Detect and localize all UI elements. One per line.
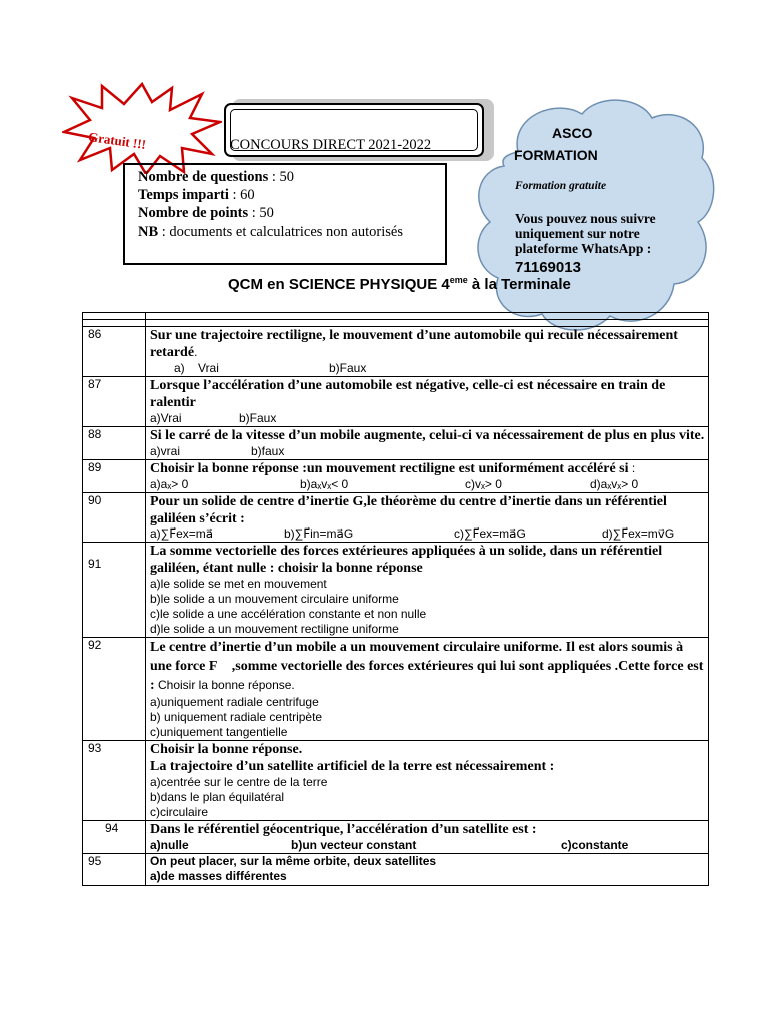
- info-points: Nombre de points : 50: [138, 205, 274, 221]
- question-text: Pour un solide de centre d’inertie G,le théorème du centre d’inertie dans un référentiel galiléen s’écrit :: [150, 494, 667, 526]
- table-row: [83, 427, 709, 460]
- question-number: 93: [83, 741, 146, 821]
- option: c)uniquement tangentielle: [150, 725, 288, 739]
- option: b) uniquement radiale centripète: [150, 710, 323, 724]
- option: b)le solide a un mouvement circulaire uniforme: [150, 592, 399, 606]
- question-cell: [146, 543, 709, 638]
- question-text: Si le carré de la vitesse d’un mobile augmente, celui-ci va nécessairement de plus en plus vite.: [150, 428, 705, 443]
- option: b)∑F⃗in=ma⃗G: [284, 527, 354, 541]
- cloud-org-line1: ASCO: [552, 125, 593, 141]
- option: b)Faux: [329, 361, 367, 375]
- option: d)le solide a un mouvement rectiligne uniforme: [150, 622, 399, 636]
- option: a)uniquement radiale centrifuge: [150, 695, 319, 709]
- question-cell: [146, 854, 709, 886]
- starburst-badge: [62, 82, 222, 174]
- question-text: Choisir la bonne réponse.: [150, 742, 303, 757]
- table-row: [83, 821, 709, 854]
- option: a) Vrai: [174, 361, 219, 375]
- cloud-line1: Vous pouvez nous suivre: [515, 211, 656, 226]
- table-row: [83, 460, 709, 493]
- option: b)Faux: [239, 411, 277, 425]
- info-nb: NB : documents et calculatrices non autorisés: [138, 224, 403, 240]
- header-title: CONCOURS DIRECT 2021-2022: [230, 137, 432, 153]
- options-row: [150, 838, 708, 853]
- question-number: 91: [83, 543, 146, 638]
- option: c)circulaire: [150, 805, 209, 819]
- question-cell: [146, 377, 709, 427]
- option: c)le solide a une accélération constante et non nulle: [150, 607, 427, 621]
- cloud-phone: 71169013: [515, 259, 581, 276]
- options-row: [150, 411, 708, 426]
- options-row: [150, 444, 708, 459]
- question-table: [82, 312, 709, 886]
- question-cell: [146, 327, 709, 377]
- table-row: [83, 854, 709, 886]
- option: a)aₓ> 0: [150, 477, 189, 491]
- question-text-2: La trajectoire d’un satellite artificiel de la terre est nécessairement :: [150, 759, 555, 774]
- option: a)Vrai: [150, 411, 182, 425]
- table-row: [83, 327, 709, 377]
- option: a)centrée sur le centre de la terre: [150, 775, 328, 789]
- badge-text: Gratuit !!!: [87, 129, 147, 152]
- question-number: 88: [83, 427, 146, 460]
- option: c)constante: [561, 838, 629, 852]
- options-row: [150, 361, 708, 376]
- option: b)dans le plan équilatéral: [150, 790, 285, 804]
- info-time: Temps imparti : 60: [138, 187, 255, 203]
- question-text: Sur une trajectoire rectiligne, le mouvement d’une automobile qui recule nécessairement retardé.: [150, 328, 678, 360]
- question-text: Dans le référentiel géocentrique, l’accélération d’un satellite est :: [150, 822, 537, 837]
- table-header-row: [83, 320, 709, 327]
- subtitle: QCM en SCIENCE PHYSIQUE 4eme à la Terminale: [228, 275, 571, 293]
- table-header-row: [83, 313, 709, 320]
- table-row: [83, 377, 709, 427]
- question-text: On peut placer, sur la même orbite, deux satellites: [150, 854, 437, 868]
- table-row: [83, 543, 709, 638]
- cloud-tagline: Formation gratuite: [515, 180, 607, 192]
- table-row: [83, 638, 709, 741]
- option: b)un vecteur constant: [291, 838, 417, 852]
- question-cell: [146, 493, 709, 543]
- question-number: 87: [83, 377, 146, 427]
- option: c)∑F⃗ex=ma⃗G: [454, 527, 526, 541]
- option: b)faux: [251, 444, 285, 458]
- question-cell: [146, 427, 709, 460]
- table-row: [83, 741, 709, 821]
- options-row: [150, 477, 708, 492]
- option: c)vₓ> 0: [465, 477, 502, 491]
- table-row: [83, 493, 709, 543]
- option: a)le solide se met en mouvement: [150, 577, 327, 591]
- option: a)de masses différentes: [150, 869, 287, 883]
- option: d)∑F⃗ex=mv⃗G: [602, 527, 675, 541]
- question-number: 86: [83, 327, 146, 377]
- question-text: La somme vectorielle des forces extérieures appliquées à un solide, dans un référentiel galiléen, étant nulle : choisir la bonne réponse: [150, 544, 663, 576]
- info-questions: Nombre de questions : 50: [138, 169, 295, 185]
- question-cell: [146, 460, 709, 493]
- option: a)vrai: [150, 444, 181, 458]
- cloud-org-line2: FORMATION: [514, 147, 598, 163]
- question-number: 92: [83, 638, 146, 741]
- options-row: [150, 527, 708, 542]
- question-number: 94: [83, 821, 146, 854]
- question-text: Le centre d’inertie d’un mobile a un mouvement circulaire uniforme. Il est alors soumis à une force F⃗ ,somme vectorielle des forces extérieures qui lui sont appliquées .Cette force est : Choisir la bonne réponse.: [150, 640, 704, 693]
- option: a)nulle: [150, 838, 189, 852]
- question-number: 89: [83, 460, 146, 493]
- option: b)aₓvₓ< 0: [300, 477, 349, 491]
- question-number: 90: [83, 493, 146, 543]
- option: d)aₓvₓ> 0: [590, 477, 639, 491]
- question-cell: [146, 821, 709, 854]
- question-number: 95: [83, 854, 146, 886]
- question-cell: [146, 741, 709, 821]
- question-cell: [146, 638, 709, 741]
- cloud-line3: plateforme WhatsApp :: [515, 241, 652, 256]
- option: a)∑F⃗ex=ma⃗: [150, 527, 214, 541]
- cloud-line2: uniquement sur notre: [515, 226, 640, 241]
- info-box: [123, 163, 447, 265]
- question-text: Lorsque l’accélération d’une automobile est négative, celle-ci est nécessaire en train de ralentir: [150, 378, 666, 410]
- question-text: Choisir la bonne réponse :un mouvement rectiligne est uniformément accéléré si :: [150, 461, 636, 476]
